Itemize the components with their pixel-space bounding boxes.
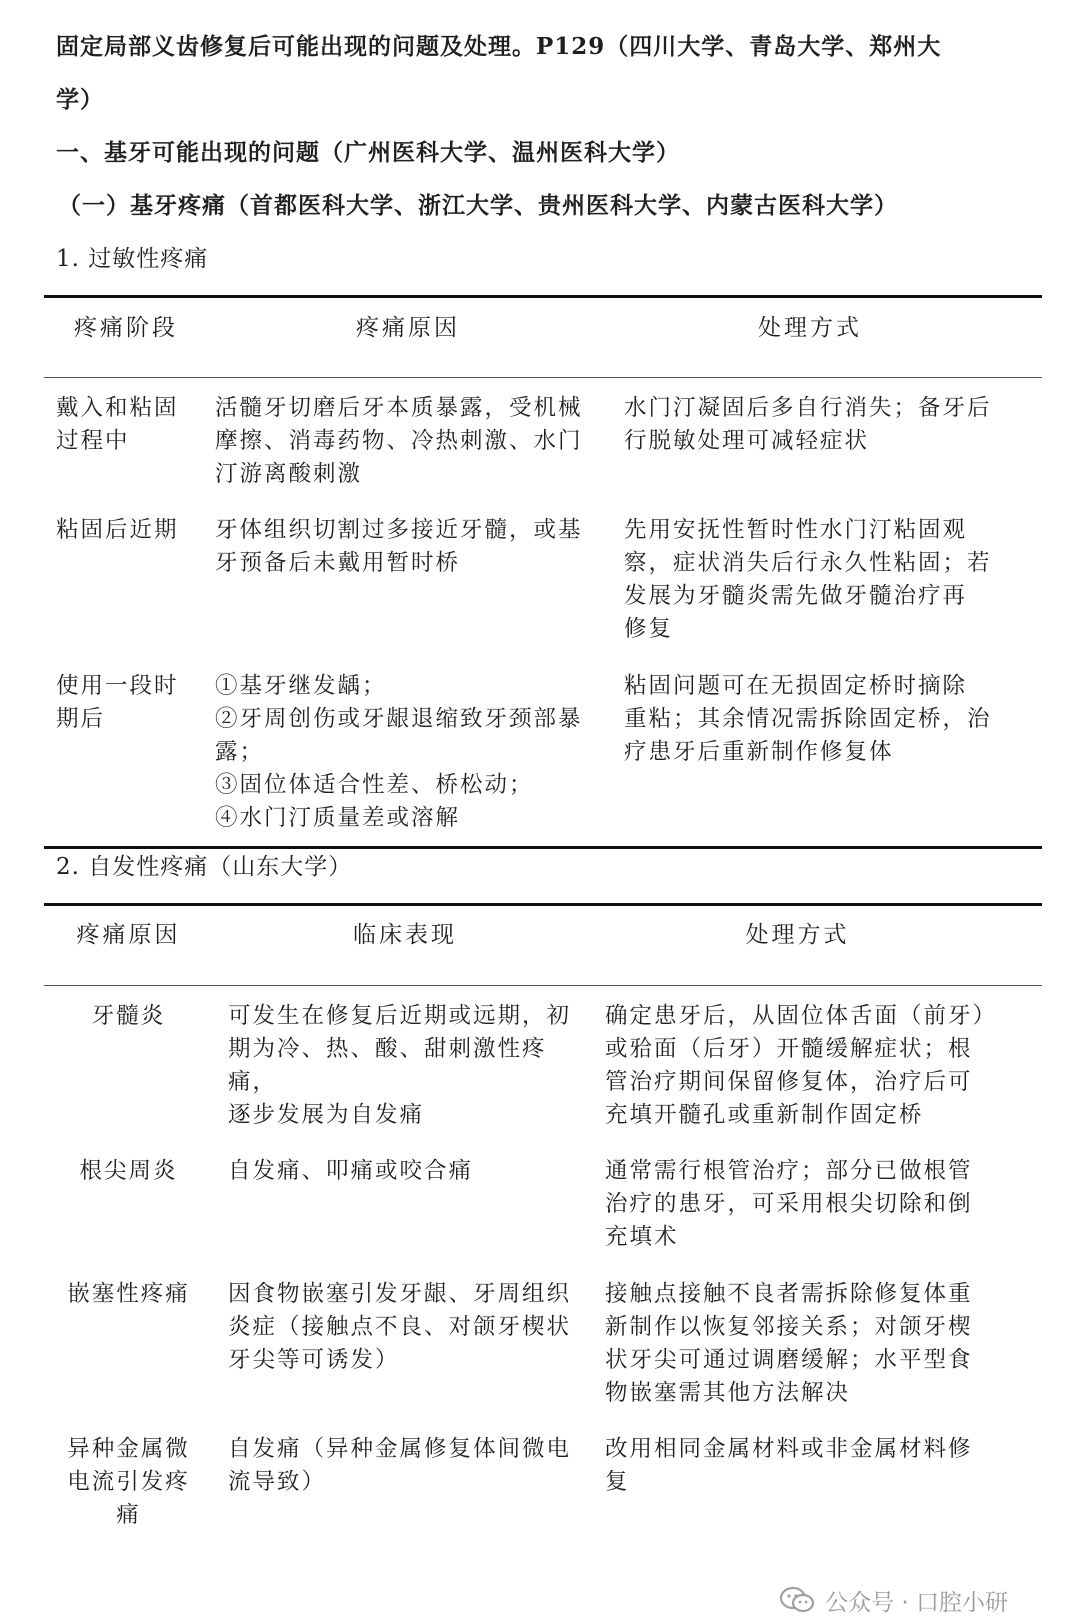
table2-row2-treatment: 通常需行根管治疗；部分已做根管 治疗的患牙，可采用根尖切除和倒 充填术 (605, 1158, 973, 1250)
table1-bottom-rule (44, 846, 1042, 849)
table1-header-cause: 疼痛原因 (356, 315, 460, 341)
table2-header-rule (44, 985, 1042, 986)
table2-row3-manifestation: 因食物嵌塞引发牙龈、牙周组织 炎症（接触点不良、对颌牙楔状 牙尖等可诱发） (228, 1281, 572, 1373)
table2-row1-cause: 牙髓炎 (91, 1003, 166, 1029)
watermark (779, 1583, 1008, 1617)
table1-top-rule (44, 295, 1042, 298)
table2-row2-manifestation: 自发痛、叩痛或咬合痛 (228, 1158, 474, 1184)
table1-header-stage: 疼痛阶段 (74, 315, 178, 341)
section-heading: 一、基牙可能出现的问题（广州医科大学、温州医科大学） (56, 139, 680, 166)
table2-row4-cause: 异种金属微 电流引发疼 痛 (67, 1436, 190, 1528)
title-line-1: 固定局部义齿修复后可能出现的问题及处理。P129（四川大学、青岛大学、郑州大 (56, 33, 942, 60)
table2-row1-treatment: 确定患牙后，从固位体舌面（前牙） 或𬌗面（后牙）开髓缓解症状；根 管治疗期间保留修复体，治疗后可 充填开髓孔或重新制作固定桥 (605, 1003, 998, 1128)
table2-heading: 2. 自发性疼痛（山东大学） (56, 854, 353, 880)
table1-row1-cause: 活髓牙切磨后牙本质暴露，受机械 摩擦、消毒药物、冷热刺激、水门 汀游离酸刺激 (215, 395, 583, 487)
table1-header-rule (44, 377, 1042, 378)
table2-row4-manifestation: 自发痛（异种金属修复体间微电 流导致） (228, 1436, 572, 1495)
table2-header-treatment: 处理方式 (745, 922, 850, 948)
title-line-2: 学） (56, 86, 104, 113)
table2-header-manifestation: 临床表现 (353, 922, 457, 948)
table1-row1-stage: 戴入和粘固 过程中 (56, 395, 179, 454)
wechat-icon (779, 1586, 815, 1614)
table1-row3-cause: ①基牙继发龋； ②牙周创伤或牙龈退缩致牙颈部暴 露； ③固位体适合性差、桥松动； ④水门汀质量差或溶解 (215, 673, 583, 831)
table2-header-cause: 疼痛原因 (76, 922, 181, 948)
table2-row3-treatment: 接触点接触不良者需拆除修复体重 新制作以恢复邻接关系；对颌牙楔 状牙尖可通过调磨缓解；水平型食 物嵌塞需其他方法解决 (605, 1281, 973, 1406)
table2-row2-cause: 根尖周炎 (79, 1158, 178, 1184)
table2-row4-treatment: 改用相同金属材料或非金属材料修 复 (605, 1436, 973, 1495)
table2-row3-cause: 嵌塞性疼痛 (67, 1281, 190, 1307)
watermark-label: 公众号 · 口腔小研 (825, 1589, 1008, 1616)
table1-row3-stage: 使用一段时 期后 (56, 673, 179, 732)
table1-row2-cause: 牙体组织切割过多接近牙髓，或基 牙预备后未戴用暂时桥 (215, 517, 583, 576)
subsection-heading: （一）基牙疼痛（首都医科大学、浙江大学、贵州医科大学、内蒙古医科大学） (58, 192, 898, 219)
table2-top-rule (44, 903, 1042, 906)
table1-heading: 1. 过敏性疼痛 (56, 246, 209, 272)
table1-header-treatment: 处理方式 (758, 315, 862, 341)
table1-row1-treatment: 水门汀凝固后多自行消失；备牙后 行脱敏处理可减轻症状 (624, 395, 992, 454)
table1-row3-treatment: 粘固问题可在无损固定桥时摘除 重粘；其余情况需拆除固定桥，治 疗患牙后重新制作修复体 (624, 673, 992, 765)
table1-row2-stage: 粘固后近期 (56, 517, 179, 543)
table1-row2-treatment: 先用安抚性暂时性水门汀粘固观 察，症状消失后行永久性粘固；若 发展为牙髓炎需先做牙髓治疗再 修复 (624, 517, 992, 642)
table2-row1-manifestation: 可发生在修复后近期或远期，初 期为冷、热、酸、甜刺激性疼痛， 逐步发展为自发痛 (228, 1003, 572, 1128)
